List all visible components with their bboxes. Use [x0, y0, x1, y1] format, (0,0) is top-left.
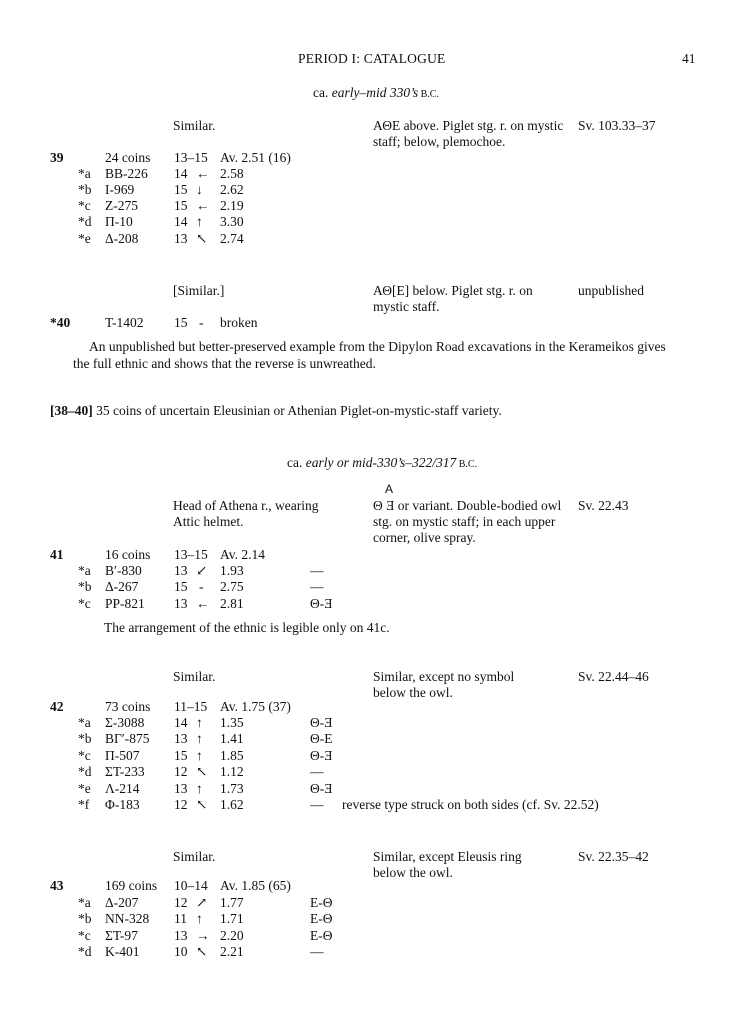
entry-number: 39: [50, 150, 64, 165]
ethnic-arrangement: —: [310, 797, 324, 812]
diameter: 13: [174, 731, 188, 746]
row-label: *f: [78, 797, 90, 812]
ethnic-arrangement: Θ-Ε: [310, 731, 333, 746]
die-axis-arrow-icon: ↗: [196, 895, 208, 910]
weight: 1.77: [220, 895, 244, 910]
die-axis-arrow-icon: ↙: [196, 563, 208, 578]
row-label: *a: [78, 563, 91, 578]
ethnic-arrangement: Ε-Θ: [310, 928, 333, 943]
die-axis-arrow-icon: ←: [196, 198, 210, 213]
row-label: *c: [78, 596, 91, 611]
period-heading: ca. early or mid-330’s–322/317 B.C.: [287, 455, 478, 470]
entry-note: The arrangement of the ethnic is legible only on 41c.: [104, 620, 390, 635]
die-axis-arrow-icon: ↑: [196, 911, 203, 926]
reverse-description: ΑΘΕ above. Piglet stg. r. on mystic staff; below, plemochoe.: [373, 118, 564, 149]
weight: 1.85: [220, 748, 244, 763]
inventory-number: Δ-208: [105, 231, 139, 246]
entry-number: 42: [50, 699, 64, 714]
reference: Sv. 103.33–37: [578, 118, 656, 133]
average-weight: Av. 2.14: [220, 547, 265, 562]
diameter: 12: [174, 764, 188, 779]
weight: 1.35: [220, 715, 244, 730]
weight: 2.58: [220, 166, 244, 181]
inventory-number: I-969: [105, 182, 135, 197]
weight: 1.12: [220, 764, 244, 779]
ethnic-arrangement: —: [310, 563, 324, 578]
obverse-description: Similar.: [173, 669, 216, 684]
coin-count: 169 coins: [105, 878, 158, 893]
entry-number: 43: [50, 878, 64, 893]
inventory-number: T-1402: [105, 315, 144, 330]
diameter: 12: [174, 895, 188, 910]
die-axis-arrow-icon: -: [199, 579, 204, 594]
entry-note: An unpublished but better-preserved example from the Dipylon Road excavations in the Kerameikos gives the full ethnic and shows that the reverse is unwreathed.: [73, 339, 666, 371]
row-label: *b: [78, 731, 92, 746]
reverse-monogram-top: A: [385, 482, 394, 496]
inventory-number: BB-226: [105, 166, 148, 181]
reverse-description: ΑΘ[Ε] below. Piglet stg. r. on mystic staff.: [373, 283, 533, 314]
inventory-number: ΡΡ-821: [105, 596, 145, 611]
ethnic-arrangement: Θ-Ǝ: [310, 748, 333, 763]
row-label: *c: [78, 198, 91, 213]
weight: 2.74: [220, 231, 244, 246]
reverse-description: Θ Ǝ or variant. Double-bodied owl stg. on mystic staff; in each upper corner, olive spray.: [373, 498, 562, 545]
ethnic-arrangement: —: [310, 944, 324, 959]
diameter: 13: [174, 928, 188, 943]
inventory-number: ΣΤ-233: [105, 764, 145, 779]
weight: 2.62: [220, 182, 244, 197]
row-label: *c: [78, 928, 91, 943]
die-axis-arrow-icon: ↖: [196, 764, 208, 779]
inventory-number: Σ-3088: [105, 715, 145, 730]
weight: 1.71: [220, 911, 244, 926]
weight: 2.19: [220, 198, 244, 213]
weight: 1.62: [220, 797, 244, 812]
diameter: 14: [174, 166, 188, 181]
inventory-number: Β′-830: [105, 563, 142, 578]
size-range: 10–14: [174, 878, 208, 893]
die-axis-arrow-icon: ↑: [196, 731, 203, 746]
die-axis-arrow-icon: ↑: [196, 748, 203, 763]
average-weight: Av. 1.75 (37): [220, 699, 291, 714]
row-label: *c: [78, 748, 91, 763]
reference: unpublished: [578, 283, 644, 298]
inventory-number: ΣΤ-97: [105, 928, 138, 943]
reference: Sv. 22.43: [578, 498, 629, 513]
weight: 3.30: [220, 214, 244, 229]
row-label: *e: [78, 231, 91, 246]
average-weight: Av. 2.51 (16): [220, 150, 291, 165]
inventory-number: Π-10: [105, 214, 133, 229]
weight: 2.75: [220, 579, 244, 594]
diameter: 15: [174, 315, 188, 330]
die-axis-arrow-icon: ←: [196, 596, 210, 611]
row-label: *a: [78, 715, 91, 730]
ethnic-arrangement: Ε-Θ: [310, 895, 333, 910]
ethnic-arrangement: Θ-Ǝ: [310, 781, 333, 796]
row-label: *d: [78, 214, 92, 229]
row-comment: reverse type struck on both sides (cf. Sv. 22.52): [342, 797, 599, 812]
weight: 1.73: [220, 781, 244, 796]
die-axis-arrow-icon: ↖: [196, 231, 208, 246]
size-range: 11–15: [174, 699, 208, 714]
obverse-description: Head of Athena r., wearing Attic helmet.: [173, 498, 319, 529]
page-number: 41: [682, 51, 696, 66]
inventory-number: Δ-207: [105, 895, 139, 910]
reference: Sv. 22.35–42: [578, 849, 649, 864]
reverse-description: Similar, except Eleusis ring below the owl.: [373, 849, 522, 880]
inventory-number: Π-507: [105, 748, 140, 763]
die-axis-arrow-icon: -: [199, 315, 204, 330]
row-label: *b: [78, 182, 92, 197]
diameter: 12: [174, 797, 188, 812]
reverse-description: Similar, except no symbol below the owl.: [373, 669, 515, 700]
weight: broken: [220, 315, 258, 330]
diameter: 13: [174, 781, 188, 796]
coin-count: 73 coins: [105, 699, 151, 714]
inventory-number: Λ-214: [105, 781, 140, 796]
diameter: 13: [174, 596, 188, 611]
diameter: 14: [174, 715, 188, 730]
weight: 2.81: [220, 596, 244, 611]
weight: 1.41: [220, 731, 244, 746]
inventory-number: ΝΝ-328: [105, 911, 150, 926]
inventory-number: Φ-183: [105, 797, 140, 812]
diameter: 10: [174, 944, 188, 959]
die-axis-arrow-icon: →: [196, 928, 210, 943]
period-heading: ca. early–mid 330’s B.C.: [313, 85, 439, 100]
diameter: 13: [174, 563, 188, 578]
size-range: 13–15: [174, 150, 208, 165]
die-axis-arrow-icon: ↖: [196, 797, 208, 812]
obverse-description: [Similar.]: [173, 283, 225, 298]
ethnic-arrangement: Ε-Θ: [310, 911, 333, 926]
weight: 1.93: [220, 563, 244, 578]
inventory-number: Z-275: [105, 198, 138, 213]
row-label: *a: [78, 166, 91, 181]
ethnic-arrangement: —: [310, 579, 324, 594]
weight: 2.21: [220, 944, 244, 959]
row-label: *b: [78, 911, 92, 926]
size-range: 13–15: [174, 547, 208, 562]
inventory-number: Δ-267: [105, 579, 139, 594]
ethnic-arrangement: Θ-Ǝ: [310, 715, 333, 730]
group-summary: [38–40] 35 coins of uncertain Eleusinian or Athenian Piglet-on-mystic-staff variety.: [50, 403, 502, 418]
row-label: *d: [78, 944, 92, 959]
diameter: 15: [174, 579, 188, 594]
coin-count: 16 coins: [105, 547, 151, 562]
diameter: 15: [174, 198, 188, 213]
reference: Sv. 22.44–46: [578, 669, 649, 684]
inventory-number: ΒΓ′-875: [105, 731, 150, 746]
die-axis-arrow-icon: ←: [196, 166, 210, 181]
diameter: 15: [174, 748, 188, 763]
average-weight: Av. 1.85 (65): [220, 878, 291, 893]
die-axis-arrow-icon: ↑: [196, 214, 203, 229]
die-axis-arrow-icon: ↓: [196, 182, 203, 197]
ethnic-arrangement: Θ-Ǝ: [310, 596, 333, 611]
diameter: 13: [174, 231, 188, 246]
inventory-number: Κ-401: [105, 944, 140, 959]
entry-number: *40: [50, 315, 71, 330]
die-axis-arrow-icon: ↑: [196, 715, 203, 730]
obverse-description: Similar.: [173, 849, 216, 864]
diameter: 15: [174, 182, 188, 197]
row-label: *d: [78, 764, 92, 779]
running-header-title: PERIOD I: CATALOGUE: [298, 51, 446, 66]
row-label: *a: [78, 895, 91, 910]
coin-count: 24 coins: [105, 150, 151, 165]
entry-number: 41: [50, 547, 64, 562]
diameter: 14: [174, 214, 188, 229]
weight: 2.20: [220, 928, 244, 943]
obverse-description: Similar.: [173, 118, 216, 133]
die-axis-arrow-icon: ↖: [196, 944, 208, 959]
row-label: *e: [78, 781, 91, 796]
ethnic-arrangement: —: [310, 764, 324, 779]
diameter: 11: [174, 911, 187, 926]
row-label: *b: [78, 579, 92, 594]
die-axis-arrow-icon: ↑: [196, 781, 203, 796]
